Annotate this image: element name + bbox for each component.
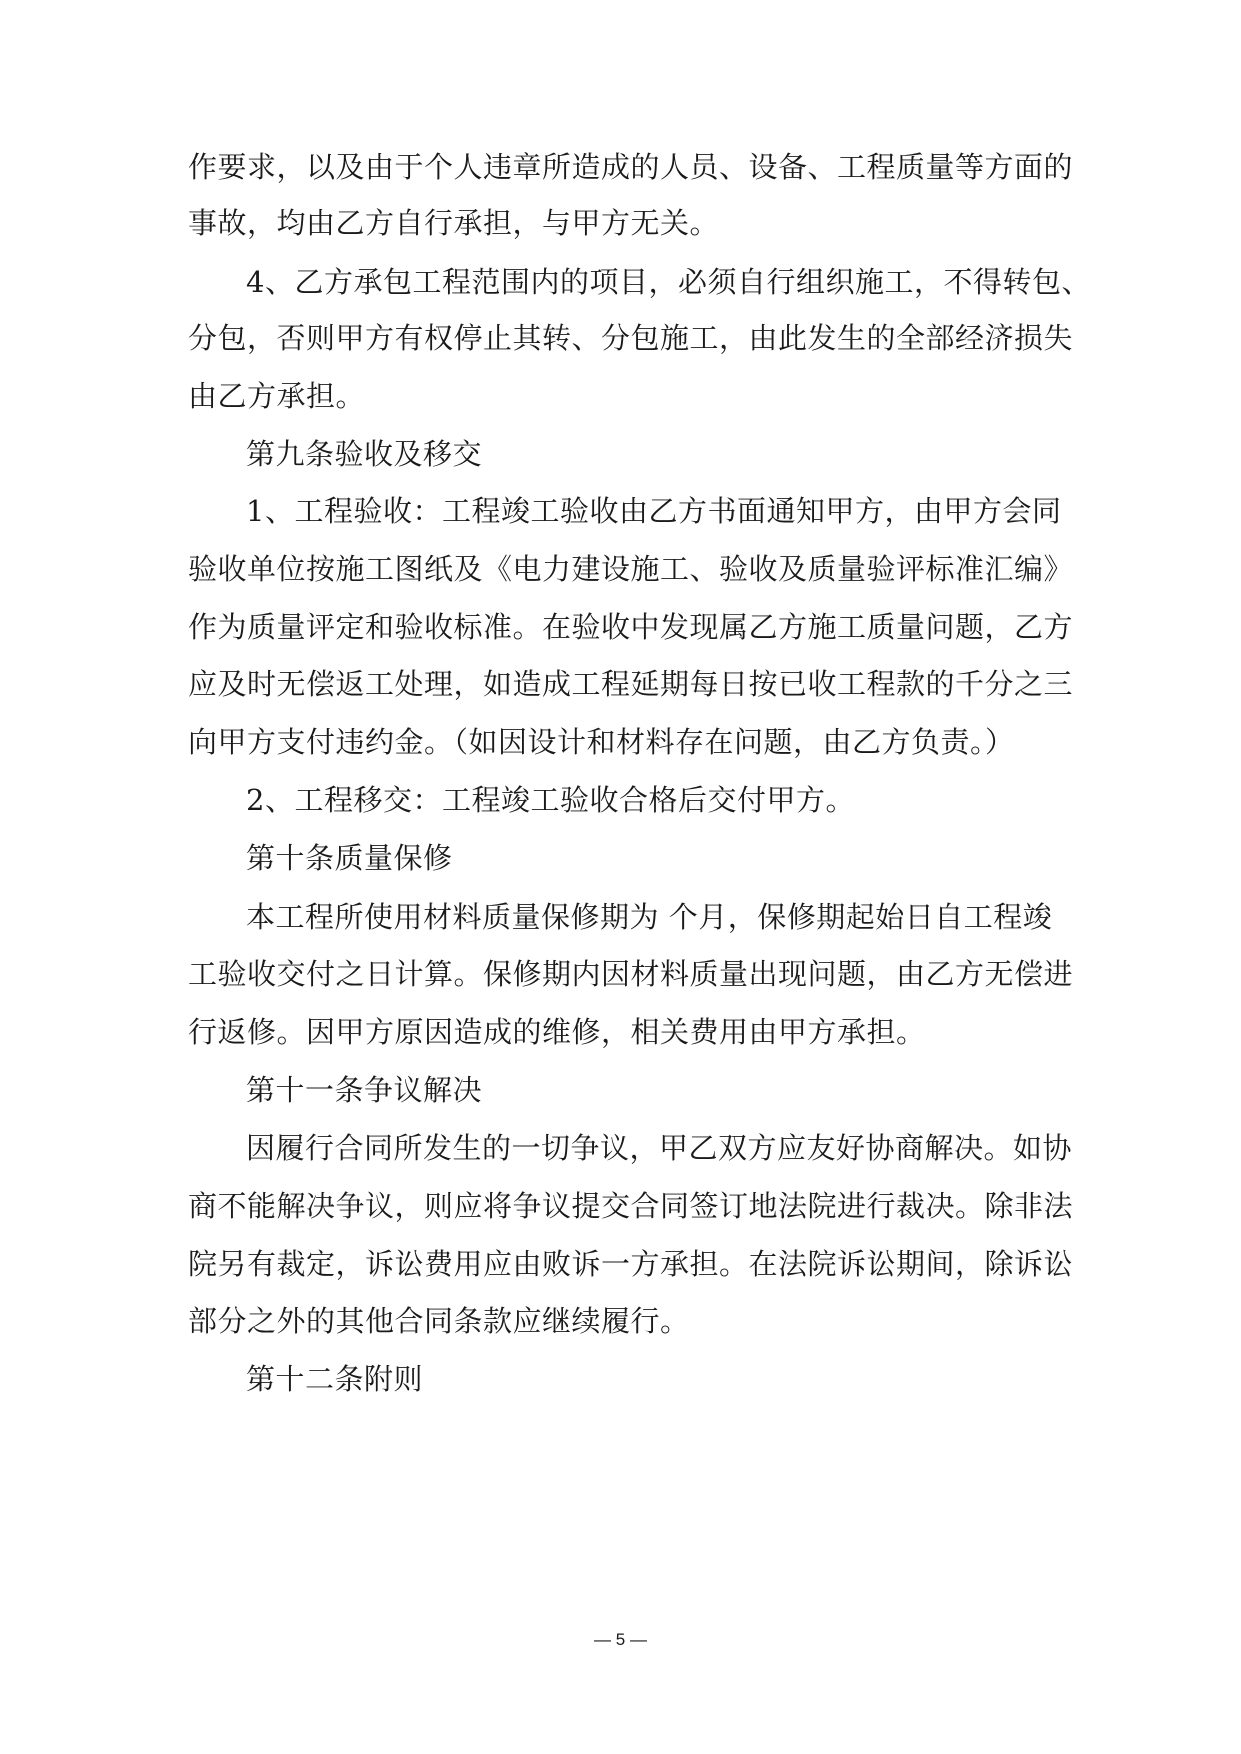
body-text-line: 因履行合同所发生的一切争议，甲乙双方应友好协商解决。如协 [246, 1131, 1073, 1165]
body-text-line: 由乙方承担。 [188, 379, 366, 413]
body-text-line: 工验收交付之日计算。保修期内因材料质量出现问题，由乙方无偿进 [188, 957, 1074, 991]
clause-item: 2、工程移交：工程竣工验收合格后交付甲方。 [246, 783, 855, 817]
body-text-line: 商不能解决争议，则应将争议提交合同签订地法院进行裁决。除非法 [188, 1189, 1074, 1223]
body-text-line: 作要求，以及由于个人违章所造成的人员、设备、工程质量等方面的 [188, 150, 1074, 184]
page-number: — 5 — [594, 1630, 647, 1649]
clause-item: 1、工程验收：工程竣工验收由乙方书面通知甲方，由甲方会同 [246, 494, 1062, 528]
body-text-line: 部分之外的其他合同条款应继续履行。 [188, 1304, 690, 1338]
clause-item: 4、乙方承包工程范围内的项目，必须自行组织施工，不得转包、 [246, 265, 1091, 299]
section-heading: 第十一条争议解决 [246, 1073, 483, 1107]
body-text-line: 事故，均由乙方自行承担，与甲方无关。 [188, 206, 720, 240]
body-text-line: 验收单位按施工图纸及《电力建设施工、验收及质量验评标准汇编》 [188, 552, 1074, 586]
body-text-line: 向甲方支付违约金。（如因设计和材料存在问题，由乙方负责。） [188, 725, 1015, 759]
section-heading: 第九条验收及移交 [246, 437, 483, 471]
body-text-line: 应及时无偿返工处理，如造成工程延期每日按已收工程款的千分之三 [188, 667, 1074, 701]
section-heading: 第十条质量保修 [246, 841, 453, 875]
body-text-line: 分包，否则甲方有权停止其转、分包施工，由此发生的全部经济损失 [188, 321, 1074, 355]
body-text-line: 行返修。因甲方原因造成的维修，相关费用由甲方承担。 [188, 1015, 926, 1049]
body-text-line: 本工程所使用材料质量保修期为 个月，保修期起始日自工程竣 [246, 900, 1053, 934]
section-heading: 第十二条附则 [246, 1362, 424, 1396]
body-text-line: 院另有裁定，诉讼费用应由败诉一方承担。在法院诉讼期间，除诉讼 [188, 1247, 1074, 1281]
body-text-line: 作为质量评定和验收标准。在验收中发现属乙方施工质量问题，乙方 [188, 610, 1074, 644]
